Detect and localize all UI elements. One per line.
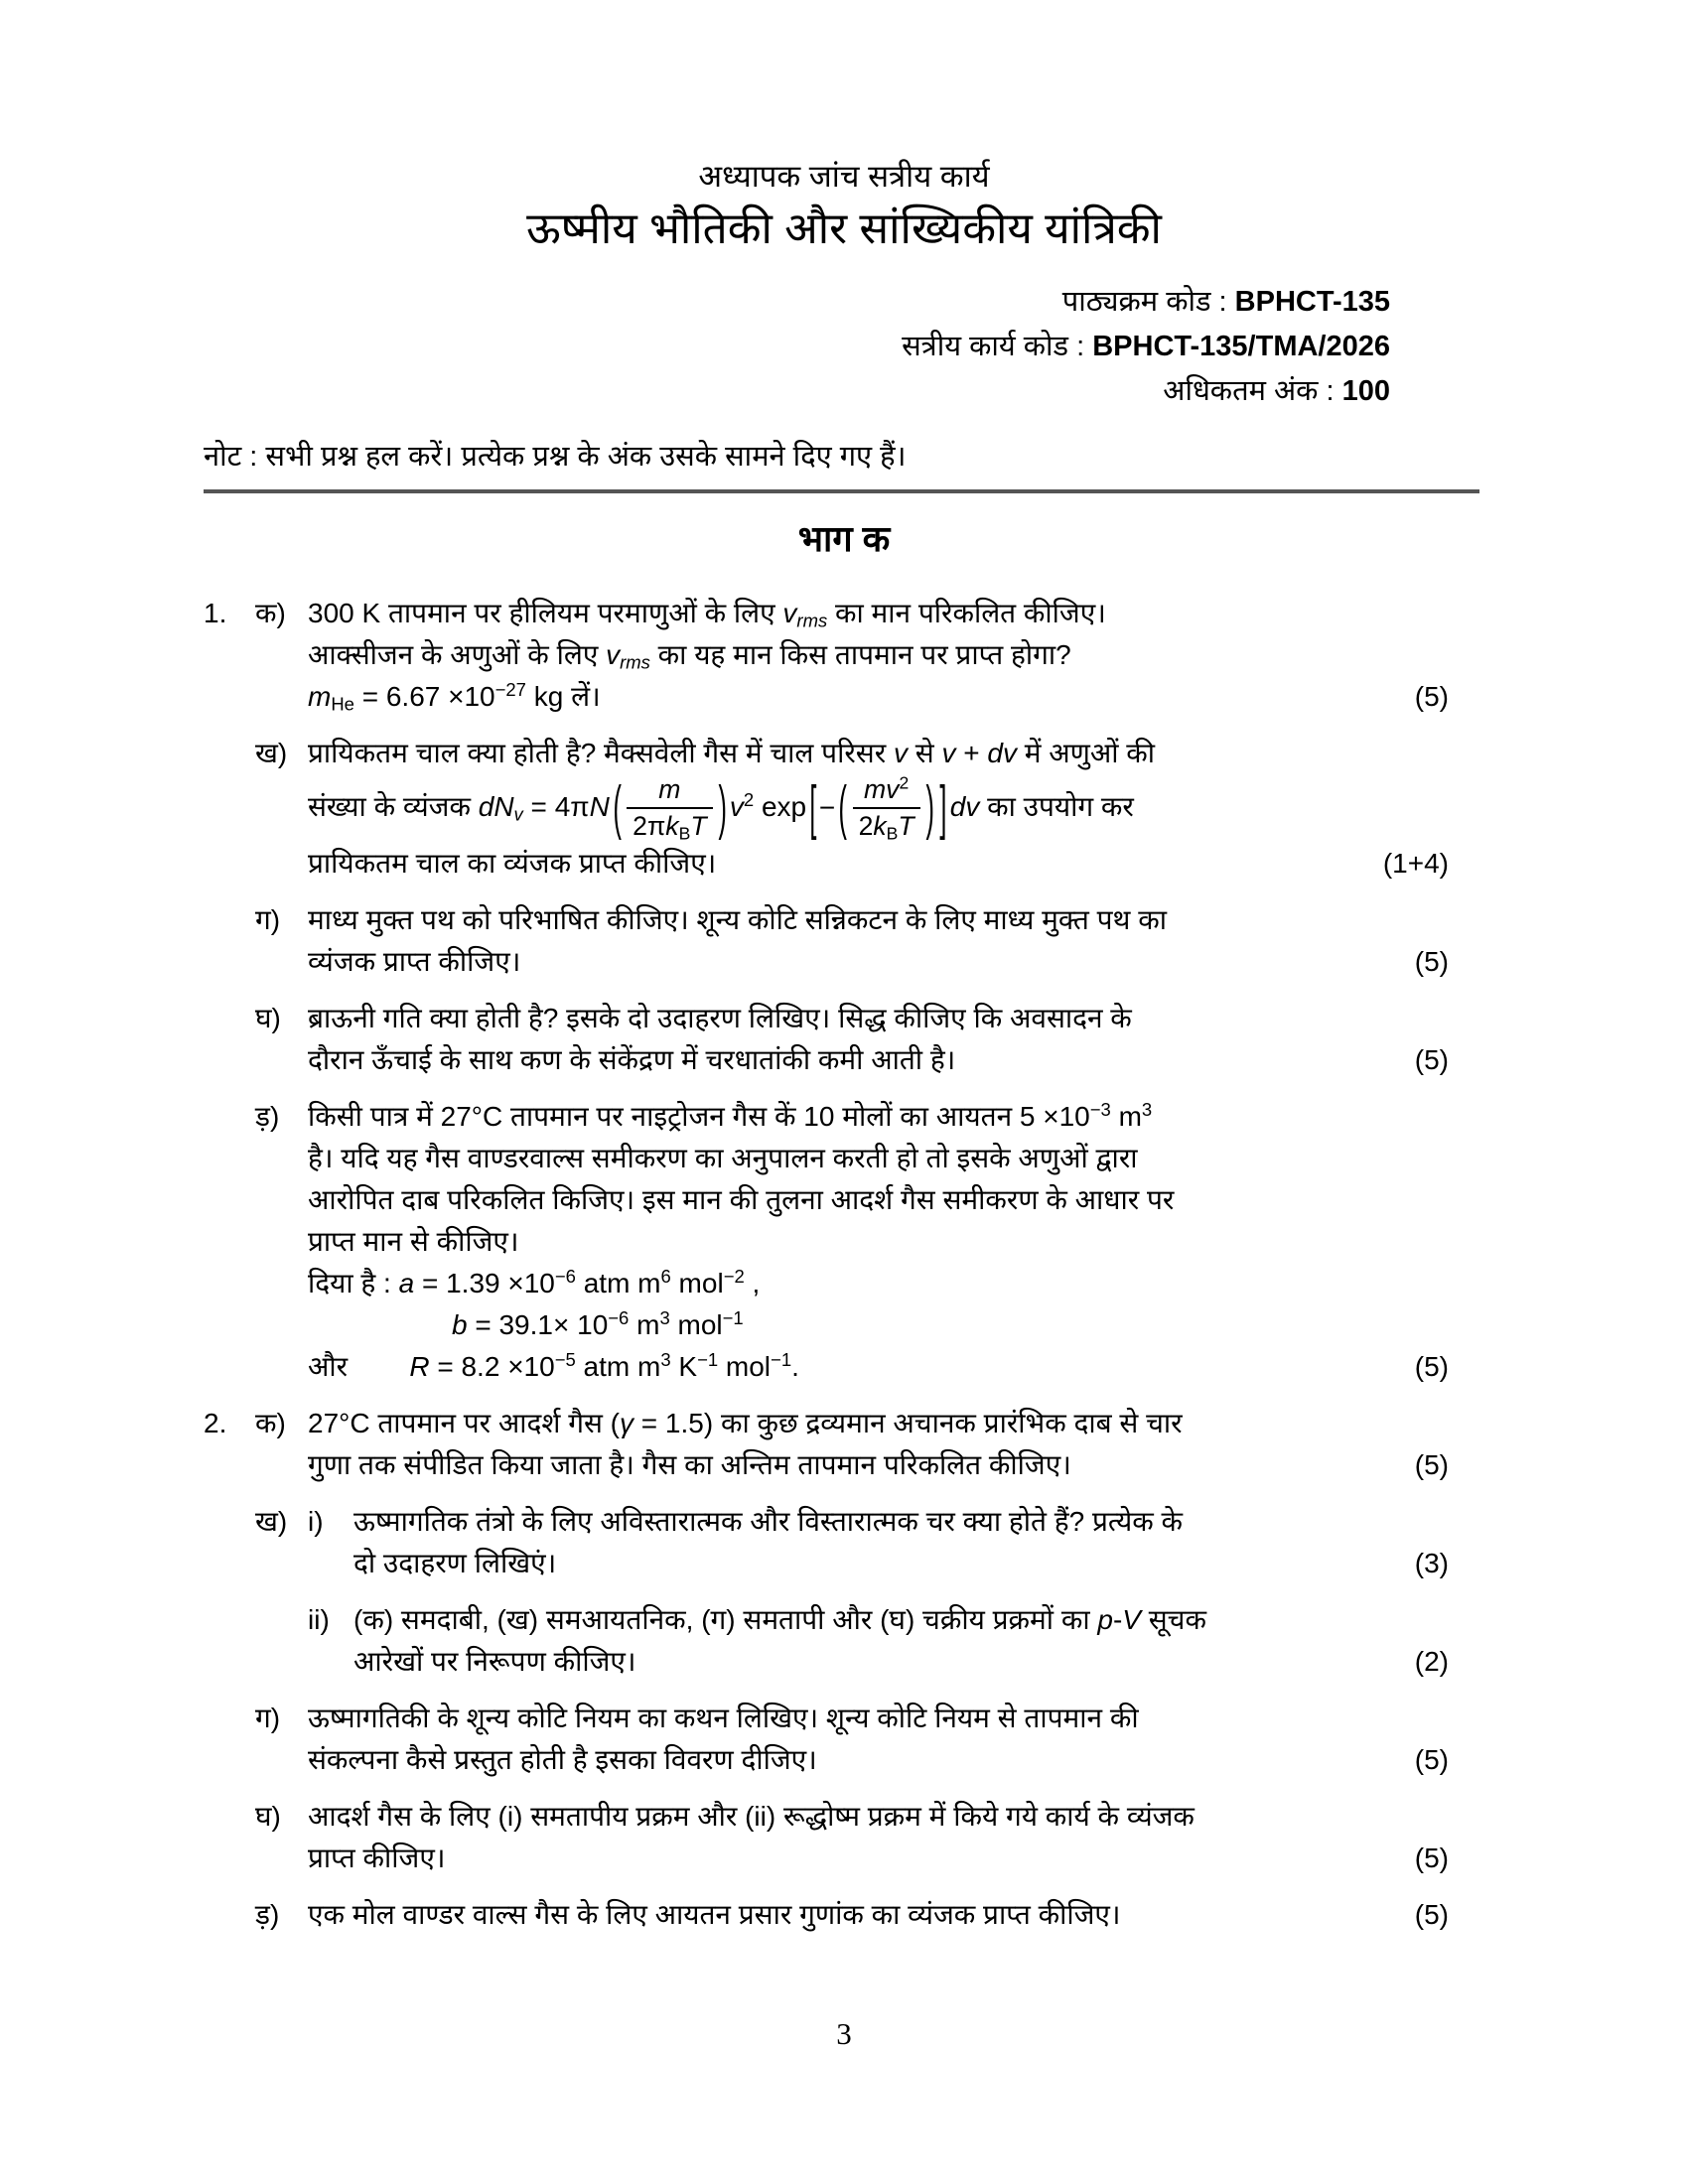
question-part-2b-ii [204,1599,1455,1683]
given-value-b [452,1304,1455,1346]
question-line [204,899,1455,941]
question-line [308,634,1455,676]
assignment-type-title: अध्यापक जांच सत्रीय कार्य [698,159,990,194]
questions-content [204,593,1455,1936]
question-line [308,1838,1455,1879]
question-line [308,1221,1455,1263]
question-line [353,1641,1455,1683]
question-line [204,1698,1455,1739]
question-number-spacer [204,1796,255,1838]
question-text: 300 K तापमान पर हीलियम परमाणुओं के लिए $v_{rms}$ का मान परिकलित कीजिए। [308,598,1106,631]
question-line [204,998,1455,1039]
question-line [308,1739,1455,1781]
part-letter: ख) [255,738,288,768]
question-number-spacer [204,733,255,774]
marks: (5) [1414,1350,1449,1382]
question-line [353,1543,1455,1584]
part-letter: ख) [255,1505,288,1537]
assignment-code-label: सत्रीय कार्य कोड : [902,331,1085,362]
part-letter: घ) [255,1800,281,1832]
part-letter: ग) [255,1702,281,1733]
marks: (5) [1414,1043,1449,1075]
marks: (5) [1414,945,1449,977]
marks: (5) [1414,1743,1449,1775]
question-line [204,1096,1455,1138]
question-text: ब्राऊनी गति क्या होती है? इसके दो उदाहरण लिखिए। सिद्ध कीजिए कि अवसादन के [308,1002,1132,1033]
marks: (5) [1414,1898,1449,1930]
part-letter: ड़) [255,1100,280,1132]
question-text: व्यंजक प्राप्त कीजिए। [308,945,521,977]
question-text: दौरान ऊँचाई के साथ कण के संकेंद्रण में चरधातांकी कमी आती है। [308,1043,956,1075]
question-text: प्राप्त मान से कीजिए। [308,1225,519,1257]
question-text: (क) समदाबी, (ख) समआयतनिक, (ग) समतापी और (घ) चक्रीय प्रक्रमों का p-V सूचक [353,1603,1206,1635]
assignment-code-line [204,325,1390,369]
given-text: $b = 39.1\times 10^{-6}$ $m^3$ mol$^{-1}$ [452,1306,744,1340]
course-info-block [204,280,1390,414]
marks: (3) [1414,1547,1449,1578]
question-part-1b [204,733,1455,885]
header [0,0,1688,258]
question-text: प्रायिकतम चाल क्या होती है? मैक्सवेली गैस में चाल परिसर v से v + dv में अणुओं की [308,738,1156,768]
question-number: 1. [204,598,227,628]
max-marks-value: 100 [1341,375,1390,407]
subpart-number: ii) [308,1603,330,1635]
question-number-spacer [204,1894,255,1936]
question-text: है। यदि यह गैस वाण्डरवाल्स समीकरण का अनुपालन करती हो तो इसके अणुओं द्वारा [308,1142,1138,1173]
marks: (5) [1414,1448,1449,1480]
question-part-1d [204,998,1455,1081]
part-letter: क) [255,598,286,628]
question-line [204,1599,1455,1641]
given-value-r [308,1346,1455,1388]
page-number: 3 [836,2016,852,2051]
question-part-2a [204,1403,1455,1486]
question-part-2d [204,1796,1455,1879]
question-text: आक्सीजन के अणुओं के लिए $v_{rms}$ का यह मान किस तापमान पर प्राप्त होगा? [308,639,1071,673]
question-line [204,1796,1455,1838]
note: नोट : सभी प्रश्न हल करें। प्रत्येक प्रश्न के अंक उसके सामने दिए गए हैं। [204,436,1479,493]
part-letter: ड़) [255,1898,280,1930]
question-number-spacer [204,998,255,1039]
marks: (5) [1414,1842,1449,1873]
course-title: ऊष्मीय भौतिकी और सांख्यिकीय यांत्रिकी [526,205,1162,253]
max-marks-label: अधिकतम अंक : [1163,375,1335,407]
section-heading: भाग क [797,518,891,559]
question-line [308,941,1455,983]
question-line [204,1894,1455,1936]
marks: (2) [1414,1645,1449,1677]
question-text: प्राप्त कीजिए। [308,1842,446,1873]
question-line [204,593,1455,634]
subpart-number: i) [308,1505,324,1537]
question-line [308,1039,1455,1081]
question-line [204,1501,1455,1543]
question-text: $m_{He} = 6.67 \times 10^{-27}$ kg लें। [308,678,601,715]
question-text: संकल्पना कैसे प्रस्तुत होती है इसका विवरण दीजिए। [308,1743,817,1775]
question-text: एक मोल वाण्डर वाल्स गैस के लिए आयतन प्रसार गुणांक का व्यंजक प्राप्त कीजिए। [308,1898,1121,1930]
given-text: और $R = 8.2 \times 10^{-5}$ atm $m^3$ $K^{-1}$ mol$^{-1}$. [308,1348,799,1382]
course-code-label: पाठ्यक्रम कोड : [1061,286,1227,318]
max-marks-line [204,369,1390,414]
part-letter: घ) [255,1002,281,1033]
question-number: 2. [204,1407,227,1438]
question-line [308,843,1455,885]
question-line [308,1444,1455,1486]
question-part-2c [204,1698,1455,1781]
question-text: गुणा तक संपीडित किया जाता है। गैस का अन्तिम तापमान परिकलित कीजिए। [308,1448,1071,1480]
question-text: आरेखों पर निरूपण कीजिए। [353,1645,636,1677]
question-text: 27°C तापमान पर आदर्श गैस (γ = 1.5) का कुछ द्रव्यमान अचानक प्रारंभिक दाब से चार [308,1407,1183,1438]
question-line [308,1179,1455,1221]
assignment-code-value: BPHCT-135/TMA/2026 [1092,331,1390,362]
question-text: आरोपित दाब परिकलित किजिए। इस मान की तुलना आदर्श गैस समीकरण के आधार पर [308,1183,1175,1215]
maxwell-speed-formula: संख्या के व्यंजक $dN_v = 4\pi N$ ( $\frac{m}{2\pi k_BT}$ ) $v^2$ exp [ − ( $\frac{mv^2}{2k_BT}$ ) ] dv का उपयोग कर [308,772,1134,844]
question-part-1a [204,593,1455,718]
question-text: आदर्श गैस के लिए (i) समतापीय प्रक्रम और (ii) रूद्धोष्म प्रक्रम में किये गये कार्य के व्यंजक [308,1800,1195,1832]
question-number-spacer [204,1096,255,1138]
question-part-1e [204,1096,1455,1388]
given-value-a [308,1263,1455,1304]
question-text: दो उदाहरण लिखिएं। [353,1547,557,1578]
marks: (1+4) [1382,847,1449,879]
question-line [308,676,1455,718]
part-letter: क) [255,1407,286,1438]
course-code-value: BPHCT-135 [1234,286,1390,318]
question-number-spacer [204,899,255,941]
question-text: ऊष्मागतिकी के शून्य कोटि नियम का कथन लिखिए। शून्य कोटि नियम से तापमान की [308,1702,1139,1733]
question-line [308,1138,1455,1179]
question-number-spacer [204,1501,255,1543]
question-line-formula [308,774,1455,843]
question-text: किसी पात्र में 27°C तापमान पर नाइट्रोजन गैस कें 10 मोलों का आयतन $5 \times 10^{-3}$ $m^3$ [308,1098,1153,1132]
question-text: ऊष्मागतिक तंत्रो के लिए अविस्तारात्मक और विस्तारात्मक चर क्या होते हैं? प्रत्येक के [353,1505,1184,1537]
question-number-spacer [204,1698,255,1739]
question-text: माध्य मुक्त पथ को परिभाषित कीजिए। शून्य कोटि सन्निकटन के लिए माध्य मुक्त पथ का [308,903,1167,935]
part-letter: ग) [255,903,281,935]
marks: (5) [1414,681,1449,712]
question-line [204,733,1455,774]
given-text: दिया है : $a = 1.39 \times 10^{-6}$ atm $m^6$ mol$^{-2}$ , [308,1265,761,1298]
question-part-2e [204,1894,1455,1936]
question-text: प्रायिकतम चाल का व्यंजक प्राप्त कीजिए। [308,847,717,879]
question-part-2b-i [204,1501,1455,1584]
question-part-1c [204,899,1455,983]
course-code-line [204,280,1390,325]
indent-spacer [204,1599,308,1641]
question-line [204,1403,1455,1444]
